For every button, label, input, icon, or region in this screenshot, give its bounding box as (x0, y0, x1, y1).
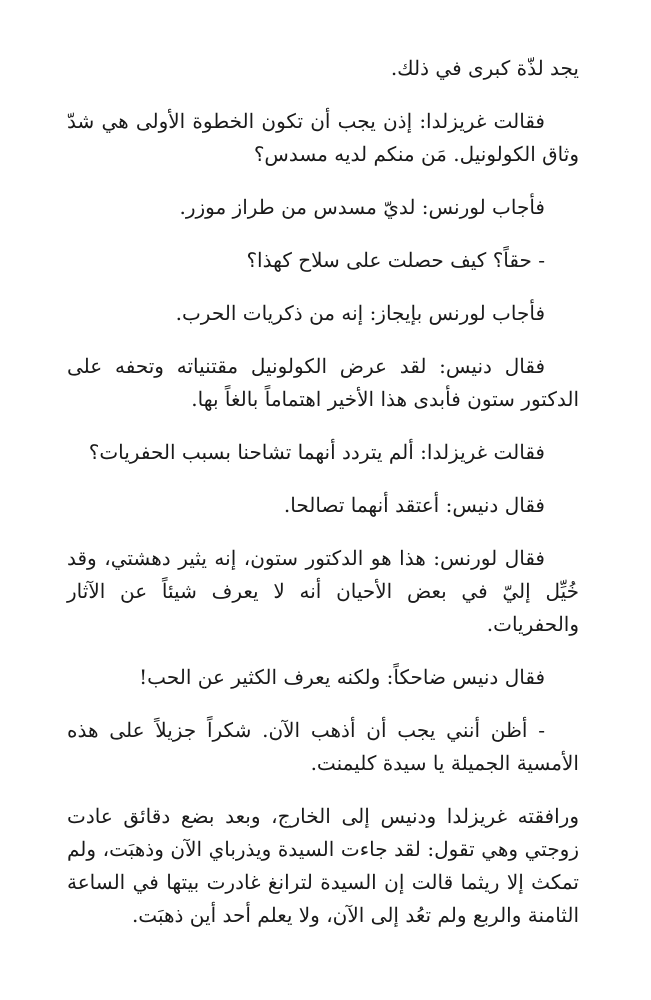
paragraph-griselda-quarrel: فقالت غريزلدا: ألم يتردد أنهما تشاحنا بسبب الحفريات؟ (88, 440, 545, 464)
paragraph-farewell: - أظن أنني يجب أن أذهب الآن. شكراً جزيلاً على هذه الأمسية الجميلة يا سيدة كليمنت. (67, 718, 579, 775)
paragraph-war-souvenir: فأجاب لورنس بإيجاز: إنه من ذكريات الحرب. (175, 301, 545, 325)
paragraph-continuation: يجد لذّة كبرى في ذلك. (390, 56, 579, 80)
paragraph-really: - حقاً؟ كيف حصلت على سلاح كهذا؟ (246, 248, 545, 272)
paragraph-dennis-love: فقال دنيس ضاحكاً: ولكنه يعرف الكثير عن الحب! (139, 665, 545, 689)
paragraph-dennis-collection: فقال دنيس: لقد عرض الكولونيل مقتنياته وتحفه على الدكتور ستون فأبدى هذا الأخير اهتماماً بالغاً بها. (67, 354, 579, 411)
paragraph-narration: ورافقته غريزلدا ودنيس إلى الخارج، وبعد بضع دقائق عادت زوجتي وهي تقول: لقد جاءت السيدة ويذرباي الآن وذهبَت، ولم تمكث إلا ريثما قالت إن السيدة لترانغ غادرت بيتها في الساعة الثامنة والربع ولم تعُد إلى الآن، ولا يعلم أحد أين ذهبَت. (67, 804, 579, 927)
paragraph-dennis-reconciled: فقال دنيس: أعتقد أنهما تصالحا. (283, 493, 545, 517)
paragraph-lawrence-pistol: فأجاب لورنس: لديّ مسدس من طراز موزر. (179, 195, 545, 219)
paragraph-griselda-colonel: فقالت غريزلدا: إذن يجب أن تكون الخطوة الأولى هي شدّ وثاق الكولونيل. مَن منكم لديه مسدس؟ (67, 109, 579, 166)
book-page (67, 52, 579, 932)
paragraph-lawrence-stone: فقال لورنس: هذا هو الدكتور ستون، إنه يثير دهشتي، وقد خُيِّل إليّ في بعض الأحيان أنه لا يعرف شيئاً عن الآثار والحفريات. (67, 546, 579, 636)
